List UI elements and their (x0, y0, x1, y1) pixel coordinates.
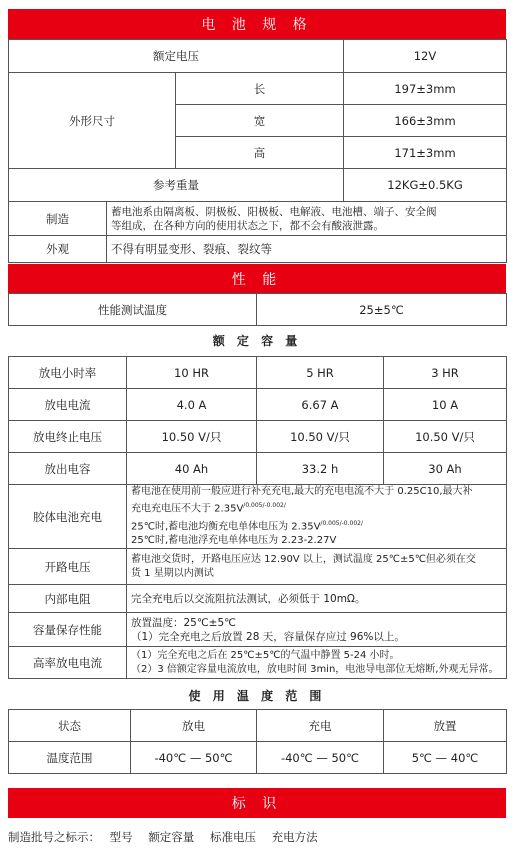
capacity-label: 放出电容 (9, 453, 127, 485)
discharge-rate-label: 放电小时率 (9, 357, 127, 389)
rated-capacity-title: 额 定 容 量 (212, 334, 302, 348)
dimensions-label: 外形尺寸 (9, 73, 176, 169)
appearance-label: 外观 (9, 236, 107, 263)
rated-voltage-value: 12V (344, 40, 507, 73)
gel-charge-line2: 充电充电压不大于 $2.35V^{/0.005/-0.002/}$ (131, 502, 286, 515)
gel-charge-label: 胶体电池充电 (9, 485, 127, 549)
capacity-retention-label: 容量保存性能 (9, 613, 127, 647)
footer-item-voltage: 标准电压 (209, 830, 256, 844)
gel-charge-text (127, 485, 507, 549)
temp-header-row (9, 710, 507, 742)
temp-charge-value: -40℃ — 50℃ (257, 742, 384, 774)
row-manufacture (9, 202, 507, 236)
row-open-voltage (9, 549, 507, 585)
dim-name-width: 宽 (176, 105, 344, 137)
rated-voltage-label: 额定电压 (9, 40, 344, 73)
marking-footer (8, 829, 330, 845)
open-voltage-label: 开路电压 (9, 549, 127, 585)
discharge-current-10hr: 4.0 A (127, 389, 257, 421)
row-capacity (9, 453, 507, 485)
open-voltage-text (127, 549, 507, 585)
capacity-3hr: 30 Ah (384, 453, 507, 485)
perf-desc-table (8, 484, 507, 679)
temp-storage-value: 5℃ — 40℃ (384, 742, 507, 774)
discharge-current-3hr: 10 A (384, 389, 507, 421)
capacity-table (8, 356, 507, 485)
battery-spec-title: 电 池 规 格 (8, 9, 506, 39)
capacity-retention-line2: （1）完全充电之后放置 28 天，容量保存应过 96%以上。 (131, 630, 405, 643)
row-capacity-retention (9, 613, 507, 647)
manufacture-label: 制造 (9, 202, 107, 236)
footer-item-capacity: 额定容量 (148, 830, 195, 844)
row-length (9, 73, 507, 105)
capacity-5hr: 33.2 h (257, 453, 384, 485)
temp-values-row (9, 742, 507, 774)
test-temp-label: 性能测试温度 (9, 294, 257, 326)
temp-header-storage: 放置 (384, 710, 507, 742)
internal-resistance-value: 完全充电后以交流阻抗法测试，必须低于 10mΩ。 (127, 585, 507, 613)
open-voltage-line2: 货 1 星期以内测试 (131, 567, 214, 579)
manufacture-text (107, 202, 507, 236)
gel-charge-line1: 蓄电池在使用前一般应进行补充充电,最大的充电电流不大于 0.25C10,最大补 (131, 486, 473, 498)
row-discharge-rate (9, 357, 507, 389)
temp-header-charge: 充电 (257, 710, 384, 742)
high-rate-text (127, 647, 507, 679)
open-voltage-line1: 蓄电池交货时，开路电压应达 12.90V 以上，测试温度 25℃±5℃但必须在交 (131, 553, 476, 565)
discharge-rate-10hr: 10 HR (127, 357, 257, 389)
cutoff-voltage-label: 放电终止电压 (9, 421, 127, 453)
manufacture-line1: 蓄电池系由隔离板、阴极板、阳极板、电解液、电池槽、端子、安全阀 (111, 205, 437, 218)
performance-title: 性 能 (8, 264, 506, 293)
footer-label: 制造批号之标示： (8, 830, 100, 844)
cutoff-voltage-3hr: 10.50 V/只 (384, 421, 507, 453)
discharge-current-label: 放电电流 (9, 389, 127, 421)
appearance-value: 不得有明显变形、裂痕、裂纹等 (107, 236, 507, 263)
battery-spec-table (8, 39, 507, 202)
row-test-temp (9, 294, 507, 326)
capacity-retention-line1: 放置温度：25℃±5℃ (131, 616, 236, 629)
row-weight (9, 169, 507, 202)
discharge-current-5hr: 6.67 A (257, 389, 384, 421)
capacity-10hr: 40 Ah (127, 453, 257, 485)
footer-item-model: 型号 (109, 830, 133, 844)
marking-title: 标 识 (8, 788, 506, 818)
high-rate-label: 高率放电电流 (9, 647, 127, 679)
footer-item-charge-method: 充电方法 (271, 830, 318, 844)
dim-value-width: 166±3mm (344, 105, 507, 137)
cutoff-voltage-5hr: 10.50 V/只 (257, 421, 384, 453)
temp-range-table (8, 709, 507, 774)
weight-label: 参考重量 (9, 169, 344, 202)
battery-desc-table (8, 201, 507, 263)
internal-resistance-label: 内部电阻 (9, 585, 127, 613)
gel-charge-line4: 25℃时,蓄电池浮充电单体电压为 2.23-2.27V (131, 534, 337, 546)
weight-value: 12KG±0.5KG (344, 169, 507, 202)
temp-header-discharge: 放电 (131, 710, 257, 742)
dim-name-height: 高 (176, 137, 344, 169)
temp-range-title: 使 用 温 度 范 围 (188, 689, 326, 703)
temp-discharge-value: -40℃ — 50℃ (131, 742, 257, 774)
dim-value-height: 171±3mm (344, 137, 507, 169)
high-rate-line2: （2）3 倍额定容量电流放电，放电时间 3min，电池导电部位无熔断,外观无异常。 (131, 663, 499, 675)
temp-range-label: 温度范围 (9, 742, 131, 774)
dim-name-length: 长 (176, 73, 344, 105)
test-temp-value: 25±5℃ (257, 294, 507, 326)
row-high-rate (9, 647, 507, 679)
row-discharge-current (9, 389, 507, 421)
capacity-retention-text (127, 613, 507, 647)
cutoff-voltage-10hr: 10.50 V/只 (127, 421, 257, 453)
test-temp-table (8, 293, 507, 326)
row-rated-voltage (9, 40, 507, 73)
manufacture-line2: 等组成，在各种方向的使用状态之下，都不会有酸液泄露。 (111, 219, 384, 232)
high-rate-line1: （1）完全充电之后在 25℃±5℃的气温中静置 5-24 小时。 (131, 649, 400, 661)
row-cutoff-voltage (9, 421, 507, 453)
gel-charge-line3: 25℃时,蓄电池均衡充电单体电压为 $2.35V^{/0.005/-0.002/}$ (131, 519, 364, 532)
temp-header-state: 状态 (9, 710, 131, 742)
dim-value-length: 197±3mm (344, 73, 507, 105)
row-appearance (9, 236, 507, 263)
discharge-rate-5hr: 5 HR (257, 357, 384, 389)
row-gel-charge (9, 485, 507, 549)
discharge-rate-3hr: 3 HR (384, 357, 507, 389)
row-internal-resistance (9, 585, 507, 613)
